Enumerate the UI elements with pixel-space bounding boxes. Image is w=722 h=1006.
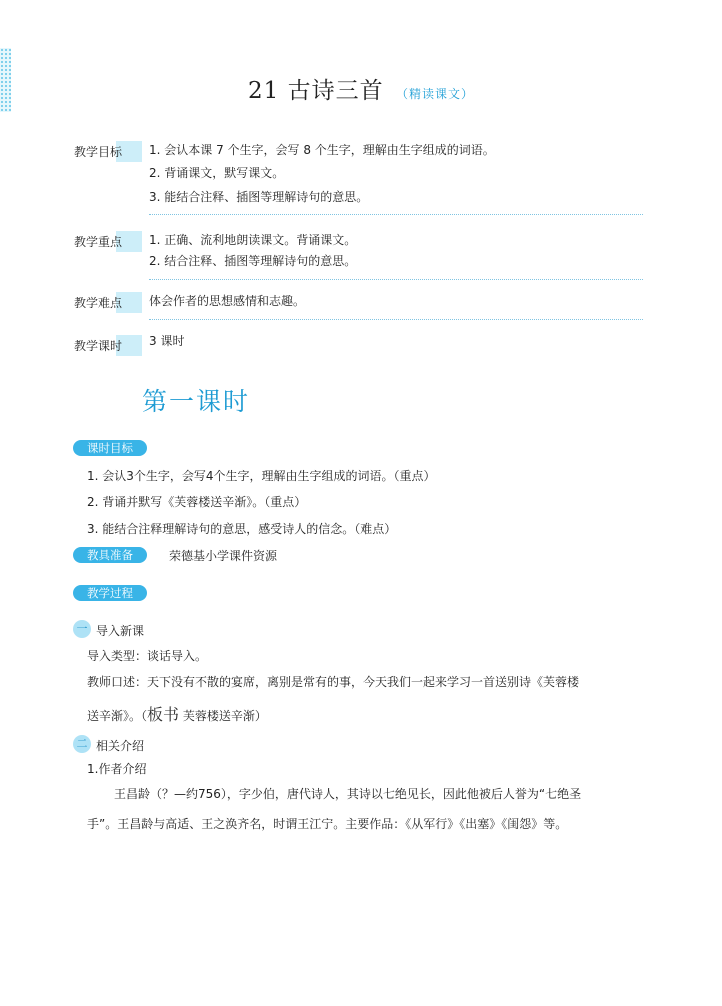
lesson-subtitle: （精读课文） <box>395 87 474 101</box>
author-line-2: 手”。王昌龄与高适、王之涣齐名，时谓王江宁。主要作品：《从军行》《出塞》《闺怨》等。 <box>87 817 568 831</box>
intro-type: 导入类型：谈话导入。 <box>87 649 208 663</box>
divider <box>149 319 643 320</box>
teacher-speech-line1: 教师口述：天下没有不散的宴席，离别是常有的事，今天我们一起来学习一首送别诗《芙蓉楼 <box>87 675 580 689</box>
step2-title: 相关介绍 <box>96 739 145 753</box>
hours-text: 3 课时 <box>149 334 185 348</box>
teaching-goal-3: 3. 能结合注释、插图等理解诗句的意思。 <box>149 190 369 204</box>
divider <box>149 214 643 215</box>
prep-pill: 教具准备 <box>73 547 147 563</box>
first-period-heading: 第一课时 <box>142 387 251 416</box>
objective-1: 1. 会认3个生字，会写4个生字，理解由生字组成的词语。（重点） <box>87 469 436 483</box>
step-number-badge: 二 <box>73 735 91 753</box>
teaching-goal-1: 1. 会认本课 7 个生字，会写 8 个生字，理解由生字组成的词语。 <box>149 143 495 157</box>
prep-text: 荣德基小学课件资源 <box>169 549 278 563</box>
board-text: 芙蓉楼送辛渐） <box>182 709 267 723</box>
key-point-2: 2. 结合注释、插图等理解诗句的意思。 <box>149 254 357 268</box>
teacher-speech-line2 <box>87 702 267 725</box>
board-label: 板书 <box>147 705 180 724</box>
objectives-pill: 课时目标 <box>73 440 147 456</box>
hours-label: 教学课时 <box>74 335 142 356</box>
objective-3: 3. 能结合注释理解诗句的意思，感受诗人的信念。（难点） <box>87 522 397 536</box>
difficulty-text: 体会作者的思想感情和志趣。 <box>149 294 306 308</box>
author-heading: 1.作者介绍 <box>87 762 147 776</box>
key-points-label: 教学重点 <box>74 231 142 252</box>
teaching-goal-2: 2. 背诵课文，默写课文。 <box>149 166 285 180</box>
objective-2: 2. 背诵并默写《芙蓉楼送辛渐》。（重点） <box>87 495 307 509</box>
step-number-badge: 一 <box>73 620 91 638</box>
teacher-speech-line2-a: 送辛渐》。（ <box>87 709 148 723</box>
lesson-title <box>0 72 722 105</box>
difficulty-label: 教学难点 <box>74 292 142 313</box>
lesson-title-text: 21 古诗三首 <box>248 78 384 104</box>
process-pill: 教学过程 <box>73 585 147 601</box>
author-line-1: 王昌龄（？—约756），字少伯，唐代诗人，其诗以七绝见长，因此他被后人誉为“七绝圣 <box>114 787 582 801</box>
teaching-goals-label: 教学目标 <box>74 141 142 162</box>
step1-title: 导入新课 <box>96 624 145 638</box>
divider <box>149 279 643 280</box>
key-point-1: 1. 正确、流利地朗读课文。背诵课文。 <box>149 233 357 247</box>
